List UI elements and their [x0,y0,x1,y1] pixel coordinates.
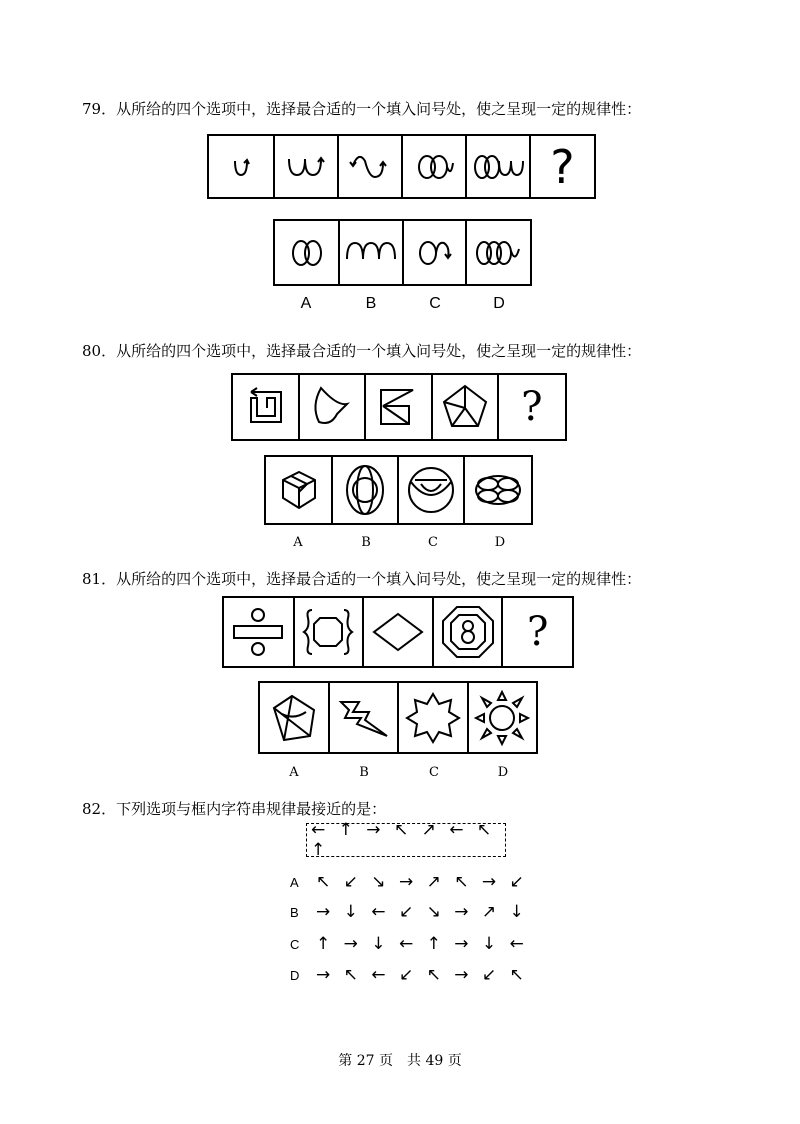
q79-figure-1 [209,136,275,197]
q79-question-cell [531,136,594,197]
q80-sequence [231,373,567,441]
q80-option-c-figure [399,457,465,523]
q80-option-a-figure [266,457,333,523]
q82-option-d-label: D [290,967,300,983]
q81-option-c-label[interactable]: C [429,765,439,780]
q80-question-cell [499,375,565,439]
q81-figure-4 [434,598,504,666]
q82-option-row-c[interactable] [290,934,525,954]
q82-box-arrows: ← ↑ → ↖ ↗ ← ↖ ↑ [311,820,493,860]
q80-figure-2 [300,375,366,439]
q82-option-d-arrows: → ↖ ← ↙ ↖ → ↙ ↖ [316,965,525,985]
q82-option-row-a[interactable] [290,872,525,892]
q79-figure-2 [275,136,339,197]
q81-option-d-label[interactable]: D [497,765,509,780]
q79-options [273,219,532,286]
q81-figure-2 [295,598,365,666]
q79-option-b-figure [340,221,404,284]
q82-option-c-arrows: ↑ → ↓ ← ↑ → ↓ ← [316,934,525,954]
q79-option-d-figure [467,221,530,284]
q82-option-b-arrows: → ↓ ← ↙ ↘ → ↗ ↓ [316,902,525,922]
question-81-title: 81．从所给的四个选项中，选择最合适的一个填入问号处，使之呈现一定的规律性： [82,570,642,588]
q82-option-row-d[interactable] [290,965,525,985]
q79-option-d-label[interactable]: D [493,295,505,312]
q81-figure-3 [364,598,434,666]
q82-option-a-arrows: ↖ ↙ ↘ → ↗ ↖ → ↙ [316,872,525,892]
question-mark: ? [526,609,549,655]
q81-options [258,681,538,754]
q79-sequence [207,134,596,199]
q79-option-b-label[interactable]: B [365,295,377,312]
question-mark: ? [550,139,575,194]
q81-option-b-label[interactable]: B [359,765,369,780]
q82-option-b-label: B [290,904,299,920]
q82-option-c-label: C [290,936,300,952]
q80-options [264,455,533,525]
q81-option-a-figure [260,683,330,752]
q81-option-b-figure [330,683,400,752]
q80-option-b-label[interactable]: B [361,535,371,550]
q81-option-c-figure [399,683,469,752]
question-82-title: 82．下列选项与框内字符串规律最接近的是： [82,800,387,818]
q80-figure-3 [366,375,432,439]
q79-option-a-label[interactable]: A [300,295,312,312]
q80-option-a-label[interactable]: A [293,535,303,550]
q80-option-d-figure [465,457,531,523]
q79-option-c-figure [404,221,468,284]
q80-figure-1 [233,375,300,439]
q82-arrow-box [306,820,506,860]
q79-figure-3 [339,136,403,197]
q82-option-a-label: A [290,874,299,890]
question-79-title: 79．从所给的四个选项中，选择最合适的一个填入问号处，使之呈现一定的规律性： [82,100,642,118]
q80-option-c-label[interactable]: C [428,535,438,550]
q81-question-cell [503,598,572,666]
q79-figure-4 [403,136,467,197]
q81-option-a-label[interactable]: A [289,765,299,780]
q81-option-d-figure [469,683,537,752]
q80-figure-4 [433,375,499,439]
q79-option-a-figure [275,221,340,284]
q79-figure-5 [467,136,531,197]
q80-option-d-label[interactable]: D [494,535,506,550]
q80-option-b-figure [333,457,399,523]
q81-figure-1 [224,598,295,666]
question-mark: ? [521,384,543,430]
q81-sequence [222,596,574,668]
question-80-title: 80．从所给的四个选项中，选择最合适的一个填入问号处，使之呈现一定的规律性： [82,342,642,360]
q82-option-row-b[interactable] [290,902,525,922]
page-number-footer: 第 27 页 共 49 页 [338,1053,462,1069]
q79-option-c-label[interactable]: C [429,295,441,312]
